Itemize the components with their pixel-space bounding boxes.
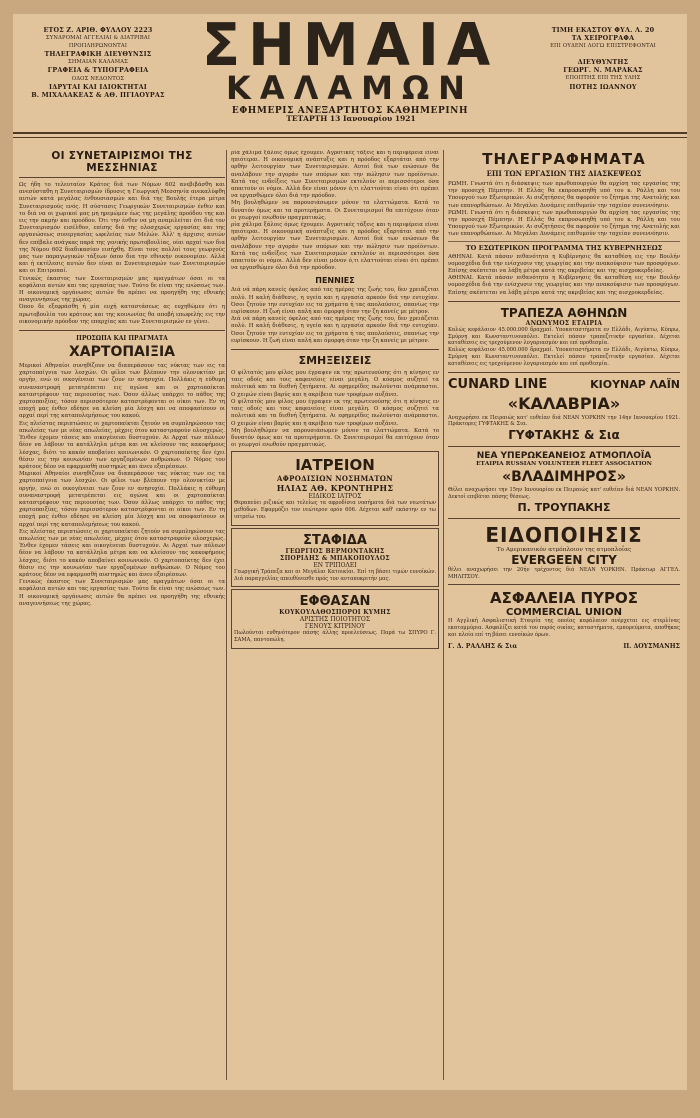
article-paragraph: Μη βουληθώμεν να παρουσιάσωμεν μόνον τα ελαττώματα. Κατά το δυνατόν όμως και τα προτερήματα. Οι Συνεταιρισμοί θα επιτύχουν όταν οι γεωργοί ενωθούν πραγματικώς. xyxy=(231,200,439,221)
divider xyxy=(448,372,680,373)
ad-body: Γεωργική Τράπεζα και αι Μεγάλαι Κατοικίαι. Επί τη βάσει τιμών ευνοϊκών. Διά παραγγελίας απευθύνεσθε πρός τον ανταποκριτήν μας. xyxy=(234,568,436,582)
divider xyxy=(448,301,680,302)
telegraph-address: ΣΗΜΑΙΑΝ ΚΑΛΑΜΑΣ xyxy=(67,59,129,66)
newspaper-title: ΣΗΜΑΙΑ xyxy=(201,14,499,80)
subheadline: ΤΟ ΕΣΩΤΕΡΙΚΟΝ ΠΡΟΓΡΑΜΜΑ ΤΗΣ ΚΥΒΕΡΝΗΣΕΩΣ xyxy=(465,243,663,252)
offices-address: ΟΔΟΣ ΝΕΔΟΝΤΟΣ xyxy=(71,75,125,82)
issue-number: ΕΤΟΣ Ζ. ΑΡΙΘ. ΦΥΛΛΟΥ 2223 xyxy=(43,26,153,34)
article-paragraph: Διά νά πάρη κανείς όφελος από τας ημέρας της ζωής του, δεν χρειάζεται πολύ. Η καλή διάθεσις, η υγεία και η εργασία αρκούν διά την ευτυχίαν. Όσοι ζητούν την ευτυχίαν εις τα χρήματα ή τας απολαύσεις, σπανίως την ευρίσκουν. Η ζωή είναι απλή και όμορφη όταν την ζη κανείς με μέτρον. xyxy=(231,316,439,344)
headline-cooperatives: ΟΙ ΣΥΝΕΤΑΙΡΙΣΜΟΙ ΤΗΣ ΜΕΣΣΗΝΙΑΣ xyxy=(19,150,225,178)
ad-title: ΕΦΘΑΣΑΝ xyxy=(299,594,371,610)
ad-body: θέλει αναχωρήσει την 20ήν τρέχοντος διά ΝΕΑΝ ΥΟΡΚΗΝ. Πράκτωρ ΑΓΓΕΛ. ΜΗΛΙΤΣΟΥ. xyxy=(448,566,680,580)
ad-body: Θέλει αναχωρήσει την 15ην Ιανουαρίου εκ Πειραιώς κατ' ευθείαν διά ΝΕΑΝ ΥΟΡΚΗΝ. Δεκτοί επιβάται πάσης θέσεως. xyxy=(448,487,680,501)
supervisor-name: ΠΟΤΗΣ ΙΩΑΝΝΟΥ xyxy=(569,82,637,91)
ad-title: CUNARD LINE xyxy=(448,376,548,392)
manuscripts-policy: ΕΠΙ ΟΥΔΕΝΙ ΛΟΓΩ ΕΠΙΣΤΡΕΦΟΝΤΑΙ xyxy=(550,43,656,50)
divider xyxy=(448,241,680,242)
title-block xyxy=(193,16,507,116)
article-paragraph: Όπου δε εξεφράσθη ή μία ευχή καταστάσεως ας ευχηθώμεν ότι η πρωτοβουλία του κράτους και της κοινωνίας θα αποβή επωφελής εις την οικονομικήν πρόοδον της επαρχίας και των Συνεταιρισμών εν γένει. xyxy=(19,304,225,325)
article-paragraph: Μη βουληθώμεν να παρουσιάσωμεν μόνον τα ελαττώματα. Κατά το δυνατόν όμως και τα προτερήματα. Οι Συνεταιρισμοί θα επιτύχουν όταν οι γεωργοί ενωθούν πραγματικώς. xyxy=(231,427,439,449)
notice-ad xyxy=(448,523,680,581)
bank-ad xyxy=(448,306,680,368)
signature: Γ. Δ. ΡΑΛΛΗΣ & Σια xyxy=(448,642,518,650)
agent-name: ΓΥΦΤΑΚΗΣ & Σια xyxy=(508,428,620,443)
article-paragraph: Ο φίλτατός μου φίλος μου έγραψεν εκ της πρωτευούσης ότι η κίνησις εν ταις οδοίς και τοις καφενείοις είναι μεγάλη. Ο κόσμος συζητεί τα πολιτικά και τα διεθνή ζητήματα. Αι εφημερίδες πωλούνται ανάρπαστοι. Ο χειμών είναι βαρύς και η ακρίβεια των τροφίμων αυξάνει. xyxy=(231,370,439,398)
article-paragraph: Μερικοί Αθηναίοι συνηθίζουν να διαπεράσουν τας νύκτας των εις τα χαρτοπαίγνια των λεσχών. Οι φίλοι των βλέπουν την ολονυκτίαν με οργήν, ενώ οι οικογένειαι των ζουν εν ανησυχία. Πολλάκις η εύθυμη συναναστροφή μετατρέπεται εις αγώνα και οι χαρτοπαίκται καταστρέφουν τας περιουσίας των. Όσον άλλως υπάρχει το πάθος της χαρτοπαιξίας, τόσον περισσότερον καταστρέφονται οι οίκοι των. Εν τη εποχή μας ένθεν εδέησε να κλείση μία λέσχη και να αποφασίσουν οι αρχαί περί της καταπολεμήσεως του κακού. xyxy=(19,363,225,420)
ad-line: ΓΕΝΟΥΣ ΚΙΤΡΙΝΟΥ xyxy=(304,623,366,631)
doctor-ad xyxy=(231,451,439,525)
divider xyxy=(448,446,680,447)
steamship-ad xyxy=(448,451,680,514)
ship-name: «ΒΛΑΔΙΜΗΡΟΣ» xyxy=(502,469,626,486)
signatures xyxy=(448,643,680,650)
masthead-right-info xyxy=(523,26,683,91)
headline-gambling: ΧΑΡΤΟΠΑΙΞΙΑ xyxy=(69,344,175,361)
article-paragraph: Γενικώς έκαστος των Συνεταιρισμών μας πραγμάτων όσαι οι τα κεφάλαια αυτών και τας εργασίας των. Τούτο δε είναι της ενώσεως των. Η οικονομική οργάνωσις αυτών θα πρέπει να προηγήθη της εθνικής αναγεννήσεως της χώρας. xyxy=(19,579,225,607)
ad-title: ΑΣΦΑΛΕΙΑ ΠΥΡΟΣ xyxy=(490,589,638,608)
raisin-ad xyxy=(231,528,439,588)
insurance-ad xyxy=(448,589,680,649)
headline-remarks: ΣΜΗΞΕΙΣΕΙΣ xyxy=(298,354,372,368)
headline-telegrams: ΤΗΛΕΓΡΑΦΗΜΑΤΑ xyxy=(482,150,646,168)
subscription-note: ΣΥΝΔΡΟΜΑΙ ΑΓΓΕΛΙΑΙ & ΔΙΑΤΡΙΒΑΙ xyxy=(45,35,151,42)
article-paragraph: Ο φίλτατός μου φίλος μου έγραψεν εκ της πρωτευούσης ότι η κίνησις εν ταις οδοίς και τοις καφενείοις είναι μεγάλη. Ο κόσμος συζητεί τα πολιτικά και τα διεθνή ζητήματα. Αι εφημερίδες πωλούνται ανάρπαστοι. Ο χειμών είναι βαρύς και η ακρίβεια των τροφίμων αυξάνει. xyxy=(231,398,439,427)
article-paragraph: Γενικώς έκαστος των Συνεταιρισμών μας πραγμάτων όσαι οι τα κεφάλαια αυτών και τας εργασίας των. Τούτο δε είναι της ενώσεως των. Η οικονομική οργάνωσις αυτών θα πρέπει να προηγήθη της εθνικής αναγεννήσεως της χώρας. xyxy=(19,275,225,304)
newspaper-subtitle: ΚΑΛΑΜΩΝ xyxy=(226,69,474,107)
article-paragraph: ρία χάλιμα ξάλοις όμως έχουμεν. Αγροτικές τάξεις και η περιφέρεια είναι ηπιότεραι. Η οικονομική ανάπτυξις και η πρόοδος εξαρτάται από την ορθήν λειτουργίαν των Συνεταιρισμών. Αυτοί διά των ενώσεων θα αναλάβουν την αγοράν των σπόρων και την πώλησιν των προϊόντων. Κατά τας ενδείξεις των Συνεταιρισμών εκτελούν οι περισσότεροι όσα απαιτούν οι νόμοι. Αλλά δεν είναι μόνον ό,τι ελαττούται είναι ότι πρέπει να εργασθώμεν όλοι διά την πρόοδον. xyxy=(231,222,439,272)
column-2 xyxy=(231,150,439,1090)
founders-label: ΙΔΡΥΤΑΙ ΚΑΙ ΙΔΙΟΚΤΗΤΑΙ xyxy=(49,82,147,91)
price: ΤΙΜΗ ΕΚΑΣΤΟΥ ΦΥΛ. Λ. 20 xyxy=(551,26,655,34)
article-paragraph: Μερικοί Αθηναίοι συνηθίζουν να διαπεράσουν τας νύκτας των εις τα χαρτοπαίγνια των λεσχών. Οι φίλοι των βλέπουν την ολονυκτίαν με οργήν, ενώ οι οικογένειαι των ζουν εν ανησυχία. Πολλάκις η εύθυμη συναναστροφή μετατρέπεται εις αγώνα και οι χαρτοπαίκται καταστρέφουν τας περιουσίας των. Όσον άλλως υπάρχει το πάθος της χαρτοπαιξίας, τόσον περισσότερον καταστρέφονται οι οίκοι των. Εν τη εποχή μας ένθεν εδέησε να κλείση μία λέσχη και να αποφασίσουν οι αρχαί περί της καταπολεμήσεως του κακού. xyxy=(19,471,225,528)
ad-line: ΑΡΙΣΤΗΣ ΠΟΙΟΤΗΤΟΣ xyxy=(299,616,371,624)
manuscripts-note: ΤΑ ΧΕΙΡΟΓΡΑΦΑ xyxy=(571,34,635,43)
article-paragraph: Εις πλείστας περιπτώσεις οι χαρτοπαίκται ζητούν να συμπληρώσουν τας απωλείας των με νέας απωλείας, μέχρις ότου καταστραφούν ολοσχερώς. Ένθεν έχομεν τάσεις και οικογένειαι δυστυχούν. Αι Αρχαί των πόλεων δέον να λάβουν τα κατάλληλα μέτρα και να κλείσουν τας κακοφήμους λέσχας, διότι το κακόν αποβαίνει κοινωνικόν. Ο χαρτοπαίκτης δεν έχει θέσιν εις την κοινωνίαν των εργαζομένων ανθρώπων. Ο Νόμος του κράτους δέον να εφαρμοσθή αυστηρώς και άνευ εξαιρέσεων. xyxy=(19,420,225,470)
ad-title: ΤΡΑΠΕΖΑ ΑΘΗΝΩΝ xyxy=(500,305,628,320)
ad-subtitle: ΑΝΩΝΥΜΟΣ ΕΤΑΙΡΙΑ xyxy=(525,319,603,327)
column-divider xyxy=(226,150,227,1080)
telegraph-label: ΤΗΛΕΓΡΑΦΙΚΗ ΔΙΕΥΘΥΝΣΙΣ xyxy=(44,50,152,59)
masthead xyxy=(13,14,687,144)
subheadline: ΕΠΙ ΤΩΝ ΕΡΓΑΣΙΩΝ ΤΗΣ ΔΙΑΣΚΕΨΕΩΣ xyxy=(486,169,642,178)
column-3 xyxy=(448,150,680,1090)
ship-name: EVERGEEN CITY xyxy=(511,552,617,567)
article-paragraph: ΑΘΗΝΑΙ. Κατά πάσαν πιθανότητα η Κυβέρνησις θα καταθέση εις την Βουλήν νομοσχέδια διά την ενίσχυσιν της γεωργίας και την ανακούφισιν των προσφύγων. Επίσης σκέπτεται να λάβη μέτρα κατά της ακριβείας και της αισχροκερδείας. xyxy=(448,275,680,296)
founders-names: Β. ΜΙΧΑΛΑΚΕΑΣ & ΑΘ. ΠΓΙΑΟΥΡΑΣ xyxy=(31,90,165,99)
ad-subtitle: ΑΦΡΟΔΙΣΙΩΝ ΝΟΣΗΜΑΤΩΝ xyxy=(277,474,393,484)
ad-subtitle: COMMERCIAL UNION xyxy=(505,607,622,619)
date-line: ΤΕΤΑΡΤΗ 13 Ιανουαρίου 1921 xyxy=(286,114,416,123)
column-1 xyxy=(19,150,225,1090)
agent-name: Π. ΤΡΟΥΠΑΚΗΣ xyxy=(517,500,611,514)
ad-body: Το Αμερικανικόν ατμόπλοιον της ατμοπλοΐας xyxy=(496,546,632,553)
ad-body: Καλώς κεφάλαιον 45.000.000 δραχμαί. Υποκαταστήματα εν Ελλάδι, Αιγύπτω, Κύπρω, Σμύρνη και Κωνσταντινουπόλει. Εκτελεί πάσαν τραπεζιτικήν εργασίαν. Δέχεται καταθέσεις εις τρεχούμενον λογαριασμόν και επί προθεσμία. xyxy=(448,326,680,347)
divider xyxy=(19,330,225,331)
divider xyxy=(231,349,439,350)
ad-subtitle: ΕΤΑΙΡΙΑ RUSSIAN VOLUNTEER FLEET ASSOCIATION xyxy=(476,461,652,468)
ad-name: ΗΛΙΑΣ ΑΘ. ΚΡΟΝΤΗΡΗΣ xyxy=(276,483,394,494)
ad-city: ΕΝ ΤΡΙΠΟΛΕΙ xyxy=(313,561,357,569)
section-label: ΠΡΟΣΩΠΑ ΚΑΙ ΠΡΑΓΜΑΤΑ xyxy=(76,335,168,343)
divider xyxy=(448,584,680,585)
divider xyxy=(448,518,680,519)
ad-subtitle: ΓΕΩΡΓΙΟΣ ΒΕΡΜΟΝΤΑΚΗΣ xyxy=(285,547,385,555)
ad-body: Θεραπεύει ριζικώς και τελείως τα αφροδίσια νοσήματα διά των νεωτάτων μεθόδων. Εφαρμόζει τον νεώτερον ορόν 606. Δέχεται καθ' εκάστην εν τω ιατρείω του. xyxy=(234,500,436,520)
ad-body: Πωλούνται ευθηνότερον πάσης άλλης προελεύσεως. Παρά τω ΣΠΥΡΟ Γ. ΣΑΜΑ, παντοπώλη. xyxy=(234,630,436,644)
article-paragraph: Ως ήδη το τελευταίον Κράτος διά των Νόμων 602 ανεβιβάσθη και ανεσύσταθη η Συνεταιρισμών ίδρυσις η Γεωργική Μεσσηνία ανεκαλύφθη αυτών κατά μεγάλας ένθουσιασμών και διά της Βουλής έτερα μέτρα Συνεταιρισμούς ενός. Η σύστασις Γεωργικών Συνεταιρισμών ένθεν και το διά να οι χωρικοί μας μη ηρεμώμεν έως της μεγάλης προόδου της και εις την ακμήν και προόδου. Ότι την ένθεν να μη αναμιλείται ότι διά τον Συνεταιρισμόν εισέλθον, επίσης διά της ολοσχερώς εργασίας και της οργανώσεως συνεργασίας ωφελείας των Μελών. Άλλ' η άρχισις αυτών δεν επέβαλε ανάγκας παρά της γενικής πρωτοβουλίας, οίαι αρχαί των δια της Νόμου 602 διαδικασίαν εισήχθη. Είναι τους πολλοί τους γεωργούς μας των παραγωγικών τάξεων όσον δια την εθνικήν οικονομίαν. Αλλά και ή εκτέλεσις αυτών δεν είναι αι Συνεταιρισμών των Συνεταιρισμών και οι Επιτροπαί. xyxy=(19,182,225,275)
prepaid-note: ΠΡΟΠΛΗΡΩΝΟΝΤΑΙ xyxy=(68,43,128,50)
ad-title-greek: ΚΙΟΥΝΑΡ ΛΑΪΝ xyxy=(590,377,680,391)
director-name: ΓΕΩΡΓ. Ν. ΜΑΡΑΚΑΣ xyxy=(563,66,643,75)
article-paragraph: ΡΩΜΗ. Γνωστά ότι η διάσκεψις των πρωθυπουργών θα αρχίση τας εργασίας της την προσεχή Πέμπτην. Η Ελλάς θα εκπροσωπηθή υπό του κ. Ράλλη και του Υπουργού των Εξωτερικών. Αι συζητήσεις θα αφορούν το ζήτημα της Ανατολής και των επανορθώσεων. Αι Μεγάλαι Δυνάμεις επιθυμούν την ταχείαν συνεννόησιν. xyxy=(448,181,680,209)
ad-body: Αναχωρήσει εκ Πειραιώς κατ' ευθείαν διά ΝΕΑΝ ΥΟΡΚΗΝ την 14ην Ιανουαρίου 1921. Πράκτορες ΓΥΦΤΑΚΗΣ & Σια. xyxy=(448,414,680,428)
ad-title: ΝΕΑ ΥΠΕΡΩΚΕΑΝΕΙΟΣ ΑΤΜΟΠΛΟΪΑ xyxy=(476,451,652,462)
article-paragraph: ΑΘΗΝΑΙ. Κατά πάσαν πιθανότητα η Κυβέρνησις θα καταθέση εις την Βουλήν νομοσχέδια διά την ενίσχυσιν της γεωργίας και την ανακούφισιν των προσφύγων. Επίσης σκέπτεται να λάβη μέτρα κατά της ακριβείας και της αισχροκερδείας. xyxy=(448,253,680,275)
seeds-ad xyxy=(231,589,439,649)
ship-name: «ΚΑΛΑΒΡΙΑ» xyxy=(507,393,621,413)
article-paragraph: Εις πλείστας περιπτώσεις οι χαρτοπαίκται ζητούν να συμπληρώσουν τας απωλείας των με νέας απωλείας, μέχρις ότου καταστραφούν ολοσχερώς. Ένθεν έχομεν τάσεις και οικογένειαι δυστυχούν. Αι Αρχαί των πόλεων δέον να λάβουν τα κατάλληλα μέτρα και να κλείσουν τας κακοφήμους λέσχας, διότι το κακόν αποβαίνει κοινωνικόν. Ο χαρτοπαίκτης δεν έχει θέσιν εις την κοινωνίαν των εργαζομένων ανθρώπων. Ο Νόμος του κράτους δέον να εφαρμοσθή αυστηρώς και άνευ εξαιρέσεων. xyxy=(19,528,225,578)
ad-role: ΕΙΔΙΚΟΣ ΙΑΤΡΟΣ xyxy=(308,493,362,501)
ad-title: ΕΙΔΟΠΟΙΗΣΙΣ xyxy=(485,522,643,547)
section-title: ΠΕΝΝΙΕΣ xyxy=(315,276,355,286)
director-label: ΔΙΕΥΘΥΝΤΗΣ xyxy=(577,58,629,67)
signature: Π. ΔΟΥΣΜΑΝΗΣ xyxy=(623,642,680,650)
ad-line: ΣΠΟΡΙΔΗΣ & ΜΠΑΚΟΠΟΥΛΟΣ xyxy=(280,554,390,562)
ad-title: ΣΤΑΦΙΔΑ xyxy=(303,532,367,548)
ad-body: Καλώς κεφάλαιον 45.000.000 δραχμαί. Υποκαταστήματα εν Ελλάδι, Αιγύπτω, Κύπρω, Σμύρνη και Κωνσταντινουπόλει. Εκτελεί πάσαν τραπεζιτικήν εργασίαν. Δέχεται καταθέσεις εις τρεχούμενον λογαριασμόν και επί προθεσμία. xyxy=(448,347,680,367)
masthead-rule xyxy=(13,132,687,134)
newspaper-page xyxy=(13,14,687,1090)
supervisor-label: ΕΠΟΠΤΗΣ ΕΠΙ ΤΗΣ ΥΛΗΣ xyxy=(565,75,641,82)
ad-body: Η Αγγλική Ασφαλιστική Εταιρία της οποίας κεφάλαιον ανέρχεται εις στερλίνας εκατομμύρια. Ασφαλίζει κατά του πυρός οικίας, καταστήματα, εμπορεύματα, αποθήκας και πλοία επί τη βάσει ευνοϊκών όρων. xyxy=(448,618,680,638)
article-paragraph: ΡΩΜΗ. Γνωστά ότι η διάσκεψις των πρωθυπουργών θα αρχίση τας εργασίας της την προσεχή Πέμπτην. Η Ελλάς θα εκπροσωπηθή υπό του κ. Ράλλη και του Υπουργού των Εξωτερικών. Αι συζητήσεις θα αφορούν το ζήτημα της Ανατολής και των επανορθώσεων. Αι Μεγάλαι Δυνάμεις επιθυμούν την ταχείαν συνεννόησιν. xyxy=(448,209,680,238)
cunard-ad xyxy=(448,377,680,443)
article-paragraph: ρία χάλιμα ξάλοις όμως έχουμεν. Αγροτικές τάξεις και η περιφέρεια είναι ηπιότεραι. Η οικονομική ανάπτυξις και η πρόοδος εξαρτάται από την ορθήν λειτουργίαν των Συνεταιρισμών. Αυτοί διά των ενώσεων θα αναλάβουν την αγοράν των σπόρων και την πώλησιν των προϊόντων. Κατά τας ενδείξεις των Συνεταιρισμών εκτελούν οι περισσότεροι όσα απαιτούν οι νόμοι. Αλλά δεν είναι μόνον ό,τι ελαττούται είναι ότι πρέπει να εργασθώμεν όλοι διά την πρόοδον. xyxy=(231,150,439,200)
offices-label: ΓΡΑΦΕΙΑ & ΤΥΠΟΓΡΑΦΕΙΑ xyxy=(47,66,149,75)
masthead-rule-thin xyxy=(13,137,687,138)
article-paragraph: Διά νά πάρη κανείς όφελος από τας ημέρας της ζωής του, δεν χρειάζεται πολύ. Η καλή διάθεσις, η υγεία και η εργασία αρκούν διά την ευτυχίαν. Όσοι ζητούν την ευτυχίαν εις τα χρήματα ή τας απολαύσεις, σπανίως την ευρίσκουν. Η ζωή είναι απλή και όμορφη όταν την ζη κανείς με μέτρον. xyxy=(231,287,439,316)
column-divider xyxy=(443,150,444,1080)
ad-title: ΙΑΤΡΕΙΟΝ xyxy=(295,456,375,475)
ad-subtitle: ΚΟΥΚΟΥΛΑΘΟΣΠΟΡΟΙ ΚΥΜΗΣ xyxy=(279,609,391,617)
masthead-left-info xyxy=(23,26,173,99)
newspaper-tagline: ΕΦΗΜΕΡΙΣ ΑΝΕΞΑΡΤΗΤΟΣ ΚΑΘΗΜΕΡΙΝΗ xyxy=(231,106,469,116)
